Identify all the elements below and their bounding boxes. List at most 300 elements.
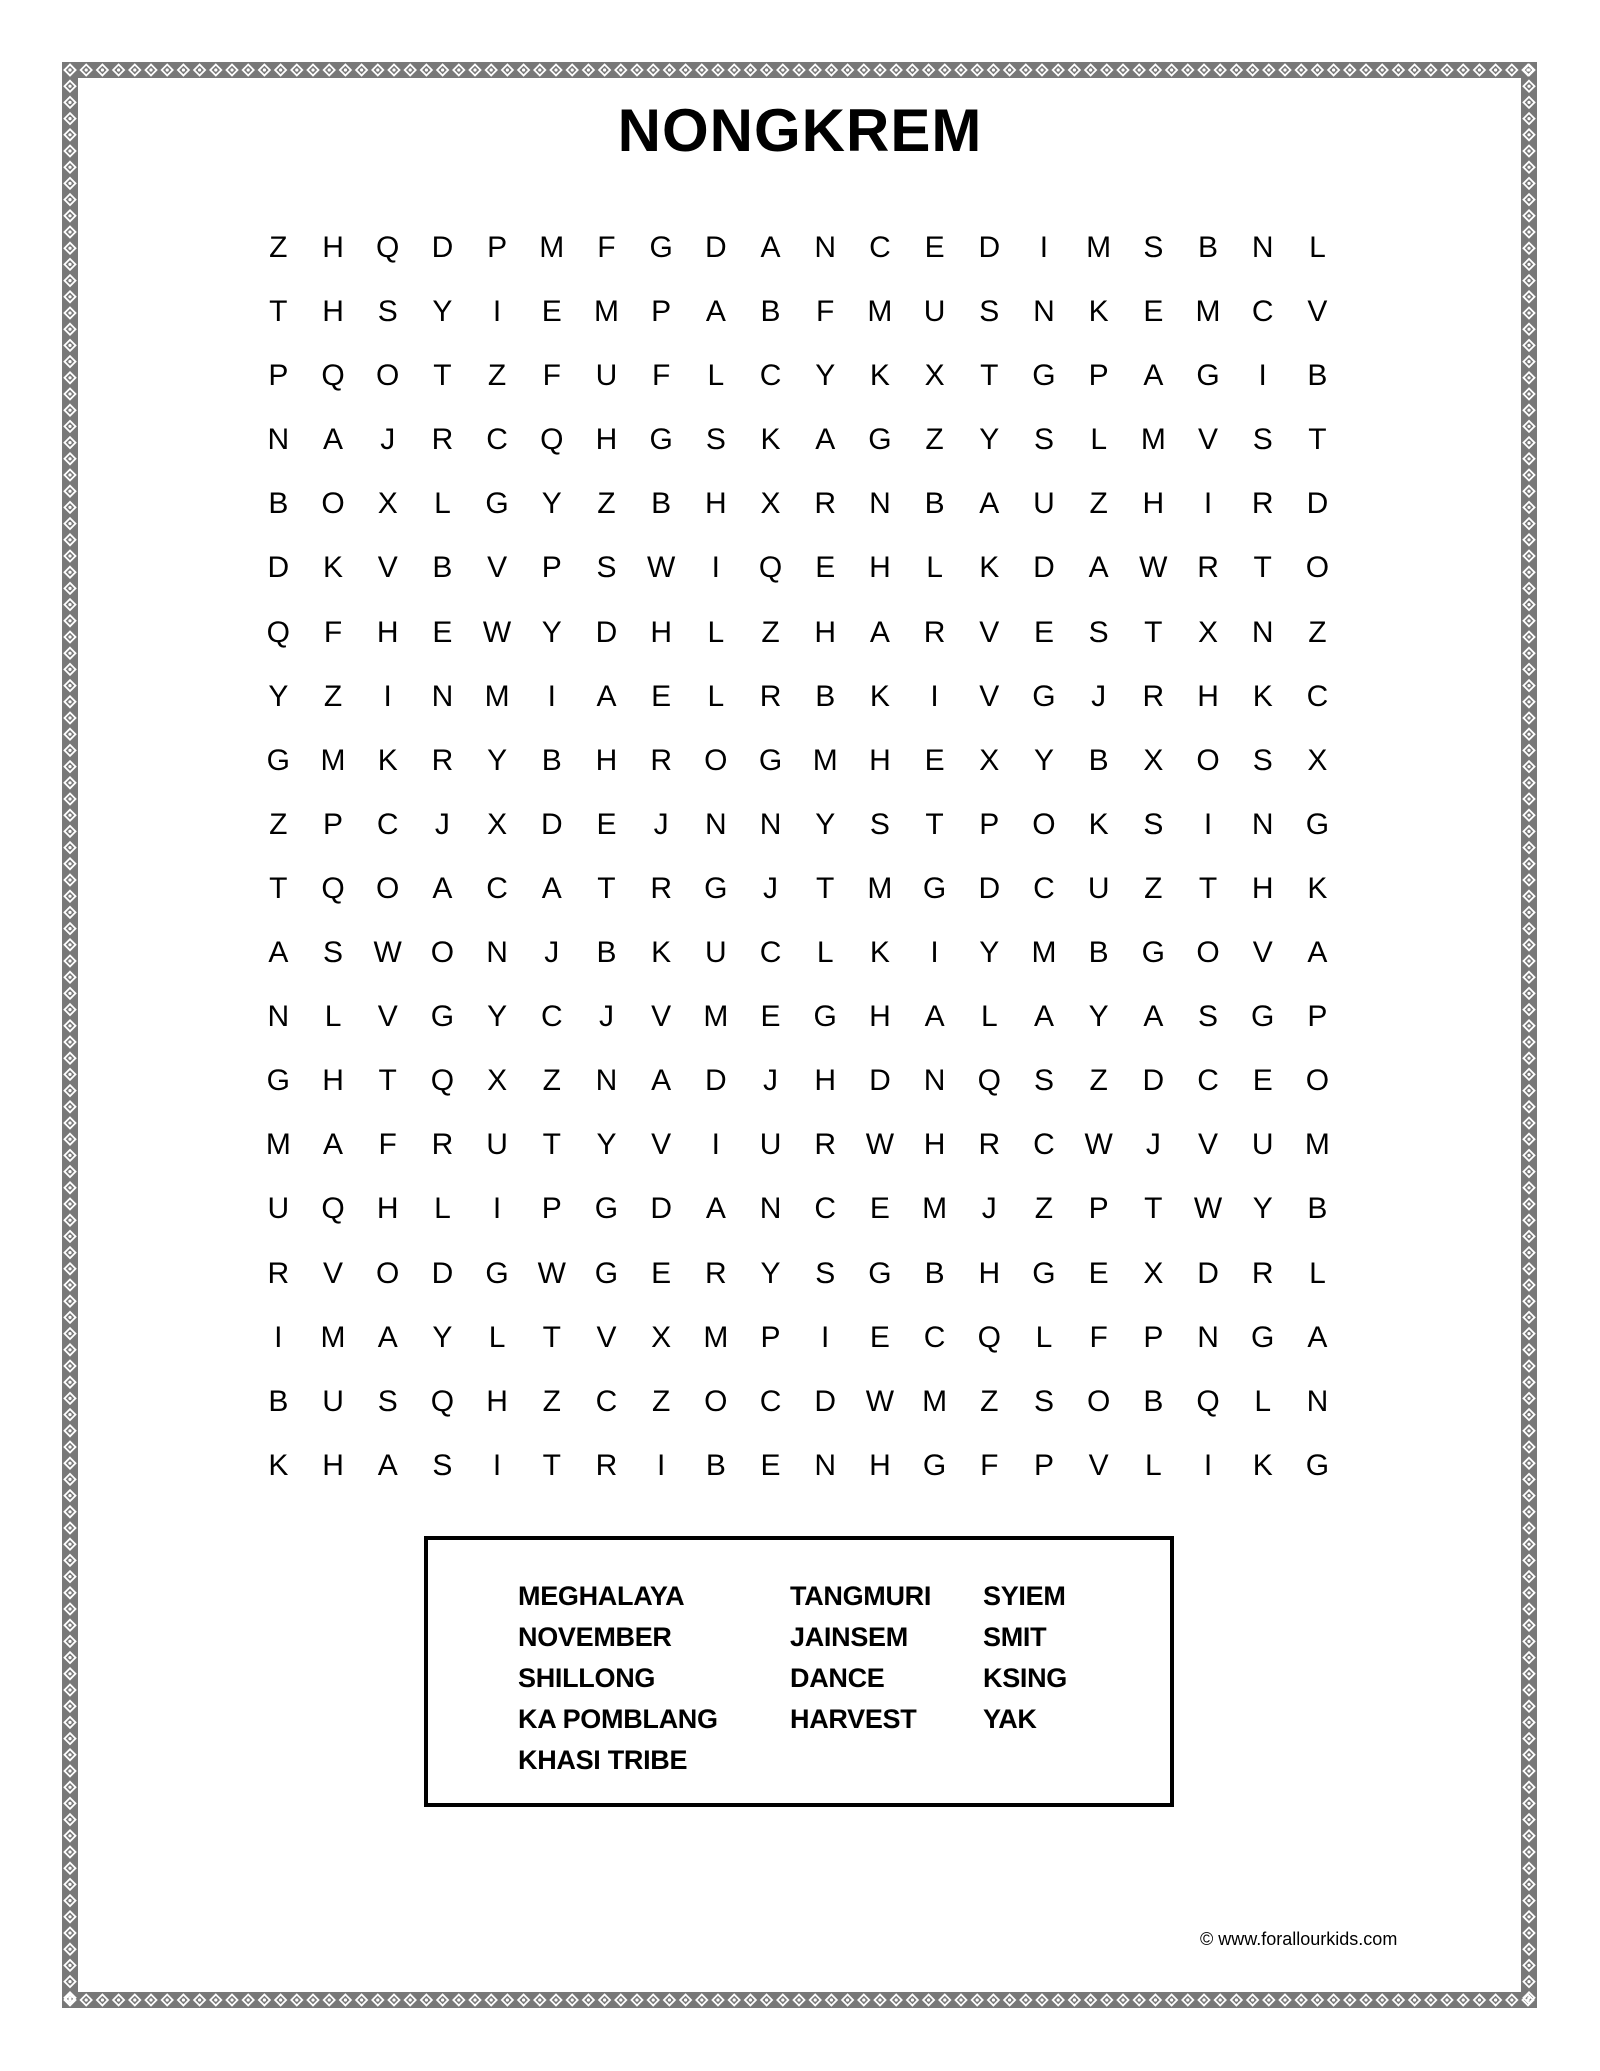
grid-letter: S xyxy=(1198,1000,1219,1034)
grid-letter: G xyxy=(1141,936,1166,970)
grid-letter: X xyxy=(1307,743,1328,777)
grid-letter: K xyxy=(1088,295,1109,329)
grid-letter: I xyxy=(821,1320,830,1354)
grid-letter: B xyxy=(760,295,781,329)
word-tangmuri: TANGMURI xyxy=(790,1581,932,1611)
grid-letter: I xyxy=(656,1448,666,1482)
grid-letter: M xyxy=(922,1384,948,1418)
grid-letter: Y xyxy=(815,359,836,393)
grid-letter: T xyxy=(597,871,616,905)
grid-letter: X xyxy=(1198,615,1219,649)
grid-letter: T xyxy=(1198,871,1218,905)
grid-letter: D xyxy=(1033,551,1055,585)
grid-letter: N xyxy=(267,423,290,457)
grid-letter: I xyxy=(274,1320,283,1354)
grid-letter: W xyxy=(865,1128,895,1162)
grid-letter: M xyxy=(320,743,346,777)
grid-letter: V xyxy=(1088,1448,1109,1482)
grid-letter: R xyxy=(650,743,672,777)
grid-letter: X xyxy=(651,1320,672,1354)
grid-letter: U xyxy=(705,936,727,970)
grid-letter: W xyxy=(482,615,512,649)
grid-letter: G xyxy=(649,231,673,264)
grid-letter: D xyxy=(1142,1064,1165,1098)
grid-letter: Q xyxy=(540,423,564,457)
grid-letter: Z xyxy=(925,423,944,457)
grid-letter: S xyxy=(1033,1064,1054,1098)
grid-letter: S xyxy=(1252,423,1273,457)
grid-letter: R xyxy=(1251,487,1274,521)
grid-letter: S xyxy=(323,936,344,970)
grid-letter: N xyxy=(486,936,508,970)
grid-letter: E xyxy=(1252,1064,1273,1098)
grid-letter: E xyxy=(651,1256,672,1290)
grid-letter: W xyxy=(646,551,676,585)
word-ka-pomblang: KA POMBLANG xyxy=(518,1704,718,1734)
grid-letter: M xyxy=(593,295,619,329)
grid-letter: A xyxy=(1033,1000,1054,1034)
grid-letter: D xyxy=(978,231,1001,264)
grid-letter: T xyxy=(542,1448,561,1482)
grid-letter: L xyxy=(1254,1384,1272,1418)
grid-letter: Y xyxy=(487,743,508,777)
grid-letter: Y xyxy=(541,487,562,521)
grid-letter: T xyxy=(1144,1192,1163,1226)
grid-letter: P xyxy=(487,231,508,264)
grid-letter: L xyxy=(488,1320,506,1354)
grid-letter: W xyxy=(1193,1192,1223,1226)
grid-letter: Y xyxy=(1088,1000,1109,1034)
grid-letter: D xyxy=(814,1384,837,1418)
grid-letter: D xyxy=(705,231,727,264)
grid-letter: C xyxy=(759,936,782,970)
grid-letter: U xyxy=(1087,871,1110,905)
grid-letter: G xyxy=(430,1000,455,1034)
grid-letter: B xyxy=(432,551,453,585)
grid-letter: G xyxy=(1305,1448,1330,1482)
grid-letter: G xyxy=(266,743,291,777)
grid-letter: X xyxy=(487,807,508,841)
grid-letter: C xyxy=(540,1000,563,1034)
grid-letter: Y xyxy=(432,1320,453,1354)
grid-letter: R xyxy=(431,1128,454,1162)
grid-letter: E xyxy=(760,1000,781,1034)
grid-letter: K xyxy=(1252,679,1273,713)
grid-letter: Y xyxy=(268,679,289,713)
grid-letter: T xyxy=(925,807,944,841)
grid-letter: Z xyxy=(487,359,507,393)
word-meghalaya: MEGHALAYA xyxy=(518,1581,685,1611)
grid-letter: O xyxy=(1196,936,1220,970)
grid-letter: T xyxy=(542,1128,561,1162)
grid-letter: S xyxy=(1088,615,1109,649)
grid-letter: T xyxy=(1253,551,1272,585)
grid-letter: H xyxy=(595,423,618,457)
grid-letter: X xyxy=(377,487,398,521)
grid-letter: A xyxy=(1307,936,1328,970)
grid-letter: L xyxy=(980,1000,998,1034)
grid-letter: R xyxy=(431,423,454,457)
grid-letter: R xyxy=(1197,551,1219,585)
grid-letter: B xyxy=(1088,936,1109,970)
grid-letter: A xyxy=(541,871,562,905)
grid-letter: Z xyxy=(651,1384,671,1418)
grid-letter: S xyxy=(815,1256,836,1290)
grid-letter: Y xyxy=(487,1000,508,1034)
grid-letter: C xyxy=(486,423,508,457)
grid-letter: X xyxy=(487,1064,508,1098)
grid-letter: J xyxy=(1091,679,1107,713)
grid-letter: U xyxy=(923,295,946,329)
grid-letter: E xyxy=(924,743,945,777)
grid-letter: B xyxy=(596,936,617,970)
grid-letter: S xyxy=(1143,807,1164,841)
grid-letter: E xyxy=(924,231,945,264)
grid-letter: J xyxy=(1145,1128,1161,1162)
grid-letter: A xyxy=(651,1064,672,1098)
grid-letter: B xyxy=(541,743,562,777)
grid-letter: V xyxy=(979,679,1000,713)
grid-letter: G xyxy=(1251,1000,1275,1034)
grid-letter: Q xyxy=(376,231,400,264)
grid-letter: I xyxy=(711,1128,721,1162)
grid-letter: A xyxy=(1143,1000,1164,1034)
grid-letter: Z xyxy=(542,1064,561,1098)
grid-letter: Z xyxy=(323,679,343,713)
grid-letter: Y xyxy=(815,807,836,841)
grid-letter: Q xyxy=(977,1064,1001,1098)
grid-letter: H xyxy=(869,743,891,777)
grid-letter: G xyxy=(594,1192,619,1226)
grid-letter: Z xyxy=(1089,1064,1108,1098)
grid-letter: L xyxy=(707,679,725,713)
grid-letter: I xyxy=(711,551,721,585)
grid-letter: C xyxy=(1033,871,1055,905)
grid-letter: D xyxy=(650,1192,672,1226)
grid-letter: C xyxy=(1306,679,1329,713)
grid-letter: H xyxy=(322,1064,344,1098)
grid-letter: B xyxy=(1307,1192,1328,1226)
grid-letter: L xyxy=(434,487,451,521)
grid-letter: Y xyxy=(541,615,562,649)
grid-letter: K xyxy=(651,936,672,970)
grid-letter: K xyxy=(268,1448,289,1482)
grid-letter: O xyxy=(704,1384,728,1418)
grid-letter: E xyxy=(596,807,617,841)
word-bank-column-2 xyxy=(790,1576,931,1740)
grid-letter: M xyxy=(539,231,565,264)
grid-letter: J xyxy=(434,807,450,841)
grid-letter: Z xyxy=(1144,871,1163,905)
grid-letter: F xyxy=(1089,1320,1108,1354)
grid-letter: N xyxy=(1251,807,1274,841)
grid-letter: C xyxy=(486,871,508,905)
grid-letter: R xyxy=(267,1256,290,1290)
word-jainsem: JAINSEM xyxy=(790,1622,908,1652)
grid-letter: S xyxy=(432,1448,453,1482)
grid-letter: H xyxy=(1197,679,1219,713)
grid-letter: G xyxy=(758,743,783,777)
grid-letter: V xyxy=(1198,1128,1219,1162)
grid-letter: H xyxy=(869,1000,891,1034)
grid-letter: E xyxy=(432,615,453,649)
grid-letter: S xyxy=(1033,423,1054,457)
grid-letter: I xyxy=(1203,807,1213,841)
grid-letter: N xyxy=(759,1192,782,1226)
grid-letter: D xyxy=(431,231,454,264)
grid-letter: F xyxy=(816,295,835,329)
grid-letter: C xyxy=(595,1384,618,1418)
grid-letter: S xyxy=(377,1384,398,1418)
grid-letter: E xyxy=(1033,615,1054,649)
grid-letter: B xyxy=(1088,743,1109,777)
grid-letter: D xyxy=(540,807,563,841)
grid-letter: L xyxy=(707,615,725,649)
grid-letter: H xyxy=(322,231,344,264)
grid-letter: O xyxy=(376,871,400,905)
grid-letter: V xyxy=(377,1000,398,1034)
grid-letter: C xyxy=(869,231,891,264)
grid-letter: B xyxy=(268,1384,289,1418)
grid-letter: T xyxy=(269,871,288,905)
grid-letter: A xyxy=(596,679,617,713)
grid-letter: G xyxy=(266,1064,291,1098)
grid-letter: H xyxy=(376,1192,399,1226)
grid-letter: G xyxy=(594,1256,619,1290)
grid-letter: Q xyxy=(321,1192,345,1226)
grid-letter: J xyxy=(598,1000,614,1034)
grid-letter: A xyxy=(869,615,890,649)
grid-letter: K xyxy=(869,936,890,970)
grid-letter: N xyxy=(869,487,891,521)
grid-letter: N xyxy=(1306,1384,1329,1418)
grid-letter: R xyxy=(923,615,946,649)
grid-letter: T xyxy=(816,871,835,905)
grid-letter: B xyxy=(1198,231,1219,264)
word-search-grid xyxy=(251,219,1345,1501)
grid-letter: Q xyxy=(321,871,345,905)
grid-letter: S xyxy=(705,423,726,457)
grid-letter: A xyxy=(979,487,1000,521)
grid-letter: T xyxy=(378,1064,397,1098)
page-title: NONGKREM xyxy=(617,97,983,164)
grid-letter: P xyxy=(1033,1448,1054,1482)
grid-letter: G xyxy=(1196,359,1220,393)
grid-letter: P xyxy=(760,1320,781,1354)
grid-letter: J xyxy=(981,1192,997,1226)
grid-letter: C xyxy=(759,1384,782,1418)
grid-letter: M xyxy=(1140,423,1166,457)
grid-letter: Y xyxy=(1033,743,1054,777)
grid-letter: S xyxy=(596,551,617,585)
grid-letter: O xyxy=(1086,1384,1111,1418)
grid-letter: I xyxy=(492,295,502,329)
grid-letter: G xyxy=(1305,807,1330,841)
grid-letter: N xyxy=(814,231,837,264)
grid-letter: V xyxy=(651,1128,672,1162)
grid-letter: K xyxy=(1307,871,1328,905)
grid-letter: N xyxy=(759,807,782,841)
grid-letter: H xyxy=(486,1384,508,1418)
grid-letter: T xyxy=(542,1320,561,1354)
grid-letter: K xyxy=(760,423,781,457)
grid-letter: S xyxy=(869,807,890,841)
grid-letter: U xyxy=(322,1384,344,1418)
grid-letter: V xyxy=(323,1256,344,1290)
grid-letter: N xyxy=(1251,231,1274,264)
grid-letter: Y xyxy=(1252,1192,1273,1226)
grid-letter: W xyxy=(1084,1128,1113,1162)
grid-letter: S xyxy=(1033,1384,1054,1418)
grid-letter: A xyxy=(1088,551,1109,585)
grid-letter: A xyxy=(268,936,289,970)
grid-letter: E xyxy=(815,551,836,585)
grid-letter: G xyxy=(1032,359,1056,393)
grid-letter: B xyxy=(651,487,672,521)
grid-letter: H xyxy=(650,615,672,649)
grid-letter: R xyxy=(1142,679,1165,713)
grid-letter: P xyxy=(268,359,289,393)
grid-letter: L xyxy=(1090,423,1107,457)
grid-letter: K xyxy=(869,679,890,713)
grid-letter: W xyxy=(865,1384,895,1418)
grid-letter: C xyxy=(814,1192,837,1226)
grid-letter: H xyxy=(814,1064,837,1098)
grid-letter: L xyxy=(816,936,834,970)
grid-letter: S xyxy=(1252,743,1273,777)
grid-letter: A xyxy=(377,1448,398,1482)
grid-letter: T xyxy=(269,295,288,329)
grid-letter: G xyxy=(922,1448,947,1482)
word-shillong: SHILLONG xyxy=(518,1663,656,1693)
grid-letter: H xyxy=(595,743,618,777)
grid-letter: B xyxy=(1143,1384,1164,1418)
grid-letter: F xyxy=(980,1448,999,1482)
grid-letter: G xyxy=(485,487,509,521)
grid-letter: D xyxy=(267,551,290,585)
grid-letter: M xyxy=(484,679,510,713)
grid-letter: V xyxy=(979,615,1000,649)
grid-letter: F xyxy=(597,231,616,264)
grid-letter: O xyxy=(1196,743,1220,777)
grid-letter: V xyxy=(596,1320,617,1354)
grid-letter: A xyxy=(705,1192,726,1226)
grid-letter: M xyxy=(1195,295,1221,329)
grid-letter: R xyxy=(705,1256,727,1290)
grid-letter: H xyxy=(705,487,727,521)
grid-letter: H xyxy=(1142,487,1165,521)
grid-letter: Z xyxy=(980,1384,999,1418)
grid-letter: O xyxy=(704,743,728,777)
grid-letter: M xyxy=(703,1000,729,1034)
grid-letter: C xyxy=(376,807,399,841)
grid-letter: N xyxy=(1033,295,1055,329)
grid-letter: V xyxy=(1252,936,1273,970)
grid-letter: N xyxy=(923,1064,946,1098)
grid-letter: A xyxy=(1307,1320,1328,1354)
grid-letter: F xyxy=(323,615,343,649)
grid-letter: N xyxy=(595,1064,618,1098)
grid-letter: A xyxy=(760,231,781,264)
grid-letter: P xyxy=(1088,359,1109,393)
grid-letter: T xyxy=(980,359,999,393)
grid-letter: D xyxy=(869,1064,891,1098)
grid-letter: G xyxy=(868,423,892,457)
grid-letter: L xyxy=(1145,1448,1162,1482)
grid-letter: M xyxy=(703,1320,729,1354)
grid-letter: N xyxy=(814,1448,837,1482)
grid-letter: H xyxy=(322,295,344,329)
grid-letter: Z xyxy=(269,807,288,841)
grid-letter: K xyxy=(869,359,890,393)
grid-letter: P xyxy=(1143,1320,1164,1354)
grid-letter: Q xyxy=(430,1384,455,1418)
grid-letter: R xyxy=(814,487,837,521)
grid-letter: R xyxy=(759,679,782,713)
grid-letter: R xyxy=(814,1128,837,1162)
grid-letter: G xyxy=(649,423,673,457)
grid-letter: E xyxy=(869,1192,890,1226)
grid-letter: V xyxy=(1198,423,1219,457)
grid-letter: Z xyxy=(1308,615,1327,649)
grid-letter: E xyxy=(1143,295,1164,329)
grid-letter: B xyxy=(268,487,289,521)
grid-letter: T xyxy=(433,359,452,393)
grid-letter: B xyxy=(924,1256,945,1290)
grid-letter: X xyxy=(1143,1256,1164,1290)
grid-letter: A xyxy=(377,1320,398,1354)
grid-letter: E xyxy=(869,1320,890,1354)
grid-letter: U xyxy=(1251,1128,1274,1162)
grid-letter: Z xyxy=(761,615,780,649)
grid-letter: R xyxy=(650,871,672,905)
grid-letter: L xyxy=(1035,1320,1053,1354)
grid-letter: L xyxy=(926,551,943,585)
grid-letter: G xyxy=(813,1000,837,1034)
grid-letter: P xyxy=(541,551,562,585)
grid-letter: P xyxy=(541,1192,562,1226)
grid-letter: X xyxy=(1143,743,1164,777)
grid-letter: L xyxy=(434,1192,451,1226)
grid-letter: O xyxy=(376,1256,400,1290)
grid-letter: G xyxy=(922,871,947,905)
copyright-footer: © www.forallourkids.com xyxy=(1200,1929,1398,1949)
grid-letter: A xyxy=(323,1128,344,1162)
grid-letter: I xyxy=(1039,231,1049,264)
grid-letter: S xyxy=(1143,231,1164,264)
grid-letter: I xyxy=(1203,1448,1213,1482)
word-ksing: KSING xyxy=(983,1663,1068,1693)
grid-letter: D xyxy=(431,1256,454,1290)
grid-letter: P xyxy=(1307,1000,1328,1034)
grid-letter: G xyxy=(868,1256,892,1290)
grid-letter: J xyxy=(763,871,779,905)
grid-letter: M xyxy=(867,871,893,905)
grid-letter: O xyxy=(376,359,400,393)
grid-letter: R xyxy=(595,1448,618,1482)
grid-letter: H xyxy=(978,1256,1001,1290)
grid-letter: V xyxy=(1307,295,1328,329)
grid-letter: N xyxy=(431,679,454,713)
grid-letter: B xyxy=(705,1448,726,1482)
grid-letter: D xyxy=(1197,1256,1219,1290)
grid-letter: G xyxy=(485,1256,509,1290)
grid-letter: X xyxy=(924,359,945,393)
word-harvest: HARVEST xyxy=(790,1704,917,1734)
grid-letter: H xyxy=(869,551,891,585)
grid-letter: A xyxy=(924,1000,945,1034)
grid-letter: Q xyxy=(1196,1384,1220,1418)
